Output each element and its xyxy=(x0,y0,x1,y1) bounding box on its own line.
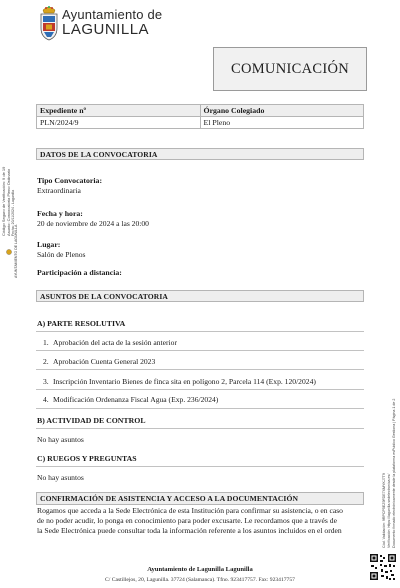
brand-line-2: LAGUNILLA xyxy=(62,21,150,38)
document-type-title: COMUNICACIÓN xyxy=(231,60,349,77)
section-asuntos-convocatoria xyxy=(36,290,364,302)
fecha-value: 20 de noviembre de 2024 a las 20:00 xyxy=(37,219,149,228)
lugar-label: Lugar: xyxy=(37,240,61,249)
table-row xyxy=(37,117,364,129)
divider xyxy=(36,466,364,467)
item-number: 1. xyxy=(43,338,49,347)
list-item xyxy=(43,395,218,404)
item-number: 3. xyxy=(43,377,49,386)
expediente-header: Expediente nº xyxy=(37,105,201,117)
item-text: Aprobación Cuenta General 2023 xyxy=(53,357,156,366)
item-number: 2. xyxy=(43,357,49,366)
ruegos-preguntas-value: No hay asuntos xyxy=(37,473,84,482)
tipo-value: Extraordinaria xyxy=(37,186,81,195)
lugar-value: Salón de Plenos xyxy=(37,250,86,259)
list-item xyxy=(43,338,177,347)
divider xyxy=(36,369,364,370)
parte-resolutiva-heading: A) PARTE RESOLUTIVA xyxy=(37,319,126,328)
fecha-label: Fecha y hora: xyxy=(37,209,83,218)
coat-of-arms-logo xyxy=(38,4,60,42)
right-margin-line-2: Verificación: https://lagunilla.sedelectronica.es/ xyxy=(387,473,391,548)
distancia-label: Participación a distancia: xyxy=(37,268,122,277)
qr-code-icon xyxy=(369,553,397,581)
section-title: CONFIRMACIÓN DE ASISTENCIA Y ACCESO A LA DOCUMENTACIÓN xyxy=(40,494,299,503)
section-title: DATOS DE LA CONVOCATORIA xyxy=(40,149,158,159)
list-item xyxy=(43,377,316,386)
organo-value: El Pleno xyxy=(200,117,364,129)
item-number: 4. xyxy=(43,395,49,404)
tipo-label: Tipo Convocatoria: xyxy=(37,176,103,185)
right-margin-line-1: Cód. Validación: 9RPCP5EZ9FDE7XMYKJ7T9 xyxy=(382,473,386,548)
section-title: ASUNTOS DE LA CONVOCATORIA xyxy=(40,291,168,301)
divider xyxy=(36,408,364,409)
footer-address: C/ Castillejos, 20, Lagunilla. 37724 (Salamanca). Tfno. 923417757. Fax: 923417757 xyxy=(105,577,295,583)
brand-line-1: Ayuntamiento de xyxy=(62,7,163,22)
actividad-control-value: No hay asuntos xyxy=(37,435,84,444)
margin-line-2: Asunto: Convocatoria Pleno Ordinario xyxy=(6,168,11,236)
right-margin-line-3: Documento firmado electrónicamente desde la plataforma esPublico Gestiona | Página 1 de 2 xyxy=(392,398,396,548)
footer-name: Ayuntamiento de Lagunilla Lagunilla xyxy=(147,566,253,573)
organo-header: Órgano Colegiado xyxy=(200,105,364,117)
item-text: Aprobación del acta de la sesión anterior xyxy=(53,338,177,347)
divider xyxy=(36,331,364,332)
table-header-row xyxy=(37,105,364,117)
confirmacion-paragraph xyxy=(37,506,363,536)
expediente-table xyxy=(36,104,364,129)
actividad-control-heading: B) ACTIVIDAD DE CONTROL xyxy=(37,416,146,425)
expediente-value: PLN/2024/9 xyxy=(37,117,201,129)
right-margin-verification xyxy=(378,360,400,550)
document-type-box xyxy=(213,47,367,91)
ruegos-preguntas-heading: C) RUEGOS Y PREGUNTAS xyxy=(37,454,137,463)
margin-line-4: AYUNTAMIENTO DE LAGUNILLA xyxy=(14,224,18,278)
divider xyxy=(36,350,364,351)
section-confirmacion xyxy=(36,492,364,505)
divider xyxy=(36,389,364,390)
margin-line-1: Código Seguro de Verificación: 9 de 19 xyxy=(1,166,6,236)
margin-line-3: Fecha: 20/11/2024 - Lagunilla xyxy=(11,189,15,236)
paragraph-line-1: Rogamos que acceda a la Sede Electrónica de esta Institución para confirmar su asistencia, o en caso xyxy=(37,506,343,515)
list-item xyxy=(43,357,155,366)
divider xyxy=(36,428,364,429)
section-datos-convocatoria xyxy=(36,148,364,160)
item-text: Modificación Ordenanza Fiscal Agua (Exp. 236/2024) xyxy=(53,395,219,404)
item-text: Inscripción Inventario Bienes de finca sita en polígono 2, Parcela 114 (Exp. 120/2024) xyxy=(53,377,316,386)
paragraph-line-3: la Sede Electrónica puede consultar toda la información referente a los asuntos incluidos en el orden xyxy=(37,526,342,535)
paragraph-line-2: de no poder acudir, lo ponga en conocimiento para poder excusarte. Le recordamos que a través de xyxy=(37,516,337,525)
